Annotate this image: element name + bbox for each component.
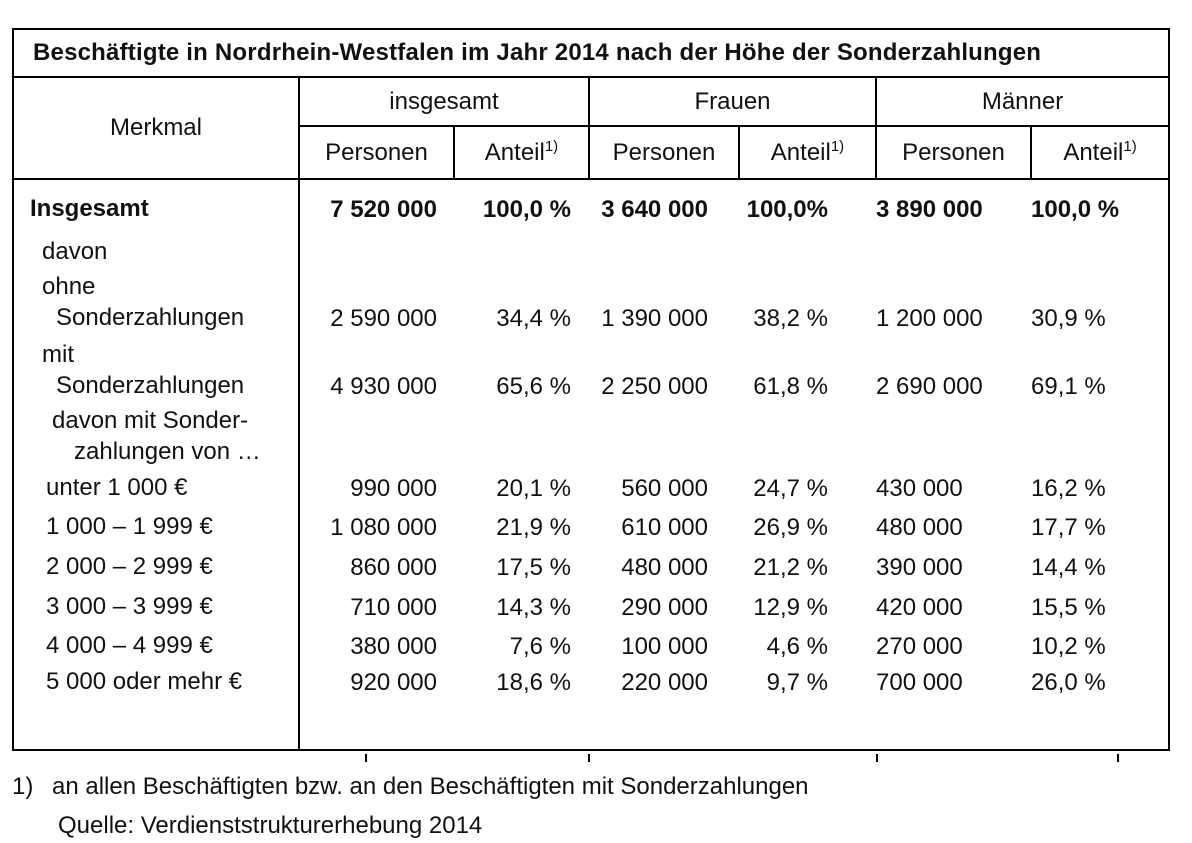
value-anteil: 100,0 % [482,196,571,223]
row-label: 1 000 – 1 999 € [13,507,299,548]
subheader-personen: Personen [876,126,1031,179]
value-personen: 700 000 [876,669,963,696]
value-personen: 3 640 000 [601,196,708,223]
value-personen: 430 000 [876,475,963,502]
row-label: davon mit Sonder- zahlungen von … [13,405,299,471]
table-row [13,627,1169,666]
value-personen: 4 930 000 [330,373,437,400]
table-row [13,179,1169,234]
value-anteil: 100,0 % [1031,196,1120,223]
statistics-table [12,28,1170,751]
value-personen [876,405,1031,471]
value-anteil: 26,0 % [1031,669,1106,696]
value-personen: 1 390 000 [601,305,708,332]
footnote-ref-icon: 1) [1123,137,1137,155]
row-label: 4 000 – 4 999 € [13,627,299,666]
value-personen: 480 000 [876,514,963,541]
subheader-anteil: Anteil$^{1)}$ [454,126,589,179]
value-anteil: 38,2 % [753,305,828,332]
table-row [13,588,1169,627]
value-personen: 380 000 [350,633,437,660]
subheader-anteil: Anteil$^{1)}$ [739,126,876,179]
value-anteil: 21,9 % [496,514,571,541]
value-anteil: 30,9 % [1031,305,1106,332]
value-personen [589,234,739,271]
row-label: 2 000 – 2 999 € [13,548,299,588]
table-title: Beschäftigte in Nordrhein-Westfalen im Jahr 2014 nach der Höhe der Sonderzahlungen [13,29,1169,77]
value-anteil: 4,6 % [766,633,828,660]
subheader-anteil: Anteil$^{1)}$ [1031,126,1169,179]
group-header-frauen: Frauen [589,77,876,126]
value-personen: 290 000 [621,594,708,621]
value-anteil: 17,7 % [1031,514,1106,541]
row-label: 5 000 oder mehr € [13,666,299,750]
value-anteil: 20,1 % [496,475,571,502]
value-personen: 2 590 000 [330,305,437,332]
value-anteil: 10,2 % [1031,633,1106,660]
value-anteil: 9,7 % [766,669,828,696]
value-anteil: 12,9 % [753,594,828,621]
value-personen: 100 000 [621,633,708,660]
grid-tick [876,754,878,762]
group-header-insgesamt: insgesamt [299,77,589,126]
footnote-text: an allen Beschäftigten bzw. an den Beschäftigten mit Sonderzahlungen [52,773,809,800]
value-personen: 2 250 000 [601,373,708,400]
table-row [13,548,1169,588]
value-anteil: 21,2 % [753,554,828,581]
row-label: unter 1 000 € [13,471,299,507]
value-personen: 3 890 000 [876,196,983,223]
column-header-merkmal: Merkmal [13,77,299,179]
value-anteil [1031,405,1169,471]
value-personen: 920 000 [350,669,437,696]
table-row [13,271,1169,339]
value-personen: 1 080 000 [330,514,437,541]
value-anteil: 17,5 % [496,554,571,581]
footnote-marker: 1) [12,773,34,800]
value-personen: 420 000 [876,594,963,621]
value-anteil: 34,4 % [496,305,571,332]
value-anteil: 14,4 % [1031,554,1106,581]
value-anteil [454,405,589,471]
value-personen: 560 000 [621,475,708,502]
value-personen: 710 000 [350,594,437,621]
value-anteil: 15,5 % [1031,594,1106,621]
footnote-ref-icon: 1) [830,137,845,155]
row-label: Insgesamt [13,179,299,234]
value-personen [299,405,454,471]
grid-tick [365,754,367,762]
value-personen: 990 000 [350,475,437,502]
value-anteil: 16,2 % [1031,475,1106,502]
footnote-line [12,771,1168,802]
table-row [13,405,1169,471]
value-personen: 390 000 [876,554,963,581]
subheader-personen: Personen [589,126,739,179]
value-anteil: 18,6 % [496,669,571,696]
value-personen: 7 520 000 [330,196,437,223]
row-label: mit Sonderzahlungen [13,339,299,405]
value-personen [299,234,454,271]
value-anteil: 69,1 % [1031,373,1106,400]
table-title-row [13,29,1169,77]
value-personen: 860 000 [350,554,437,581]
value-anteil [739,234,876,271]
footnote-ref-icon: 1) [544,137,559,155]
table-row [13,507,1169,548]
value-anteil: 65,6 % [496,373,571,400]
value-anteil: 100,0% [746,196,828,223]
grid-tick [588,754,590,762]
value-anteil: 26,9 % [753,514,828,541]
value-personen: 2 690 000 [876,373,983,400]
table-row [13,339,1169,405]
grid-tick [1117,754,1119,762]
value-anteil: 14,3 % [496,594,571,621]
row-label: 3 000 – 3 999 € [13,588,299,627]
value-personen: 220 000 [621,669,708,696]
row-label: ohne Sonderzahlungen [13,271,299,339]
table-row [13,471,1169,507]
row-label: davon [13,234,299,271]
table-row [13,666,1169,750]
value-personen: 480 000 [621,554,708,581]
value-personen: 1 200 000 [876,305,983,332]
value-personen: 270 000 [876,633,963,660]
table-row [13,234,1169,271]
value-anteil [1031,234,1169,271]
value-anteil [454,234,589,271]
value-personen: 610 000 [621,514,708,541]
value-personen [589,405,739,471]
source-text: Quelle: Verdienststrukturerhebung 2014 [58,812,483,839]
footnote [12,771,1168,841]
value-anteil: 61,8 % [753,373,828,400]
value-anteil: 7,6 % [509,633,571,660]
value-anteil [739,405,876,471]
value-personen [876,234,1031,271]
value-anteil: 24,7 % [753,475,828,502]
subheader-personen: Personen [299,126,454,179]
group-header-maenner: Männer [876,77,1169,126]
group-header-row [13,77,1169,126]
